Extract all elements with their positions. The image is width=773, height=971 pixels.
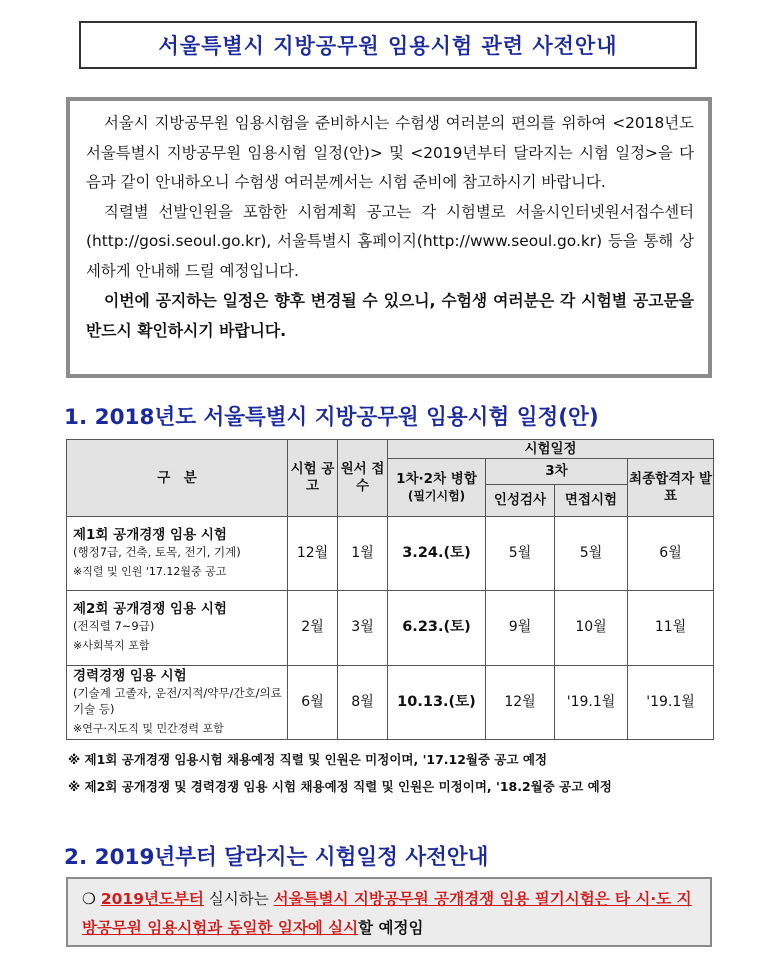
table-row — [67, 665, 714, 739]
header-personality: 인성검사 — [486, 485, 555, 517]
header-third: 3차 — [486, 459, 628, 485]
header-announce: 시험 공고 — [288, 440, 338, 517]
intro-paragraph-2: 직렬별 선발인원을 포함한 시험계획 공고는 각 시험별로 서울시인터넷원서접수센터(http://gosi.seoul.go.kr), 서울특별시 홈페이지(http://www.seoul.go.kr) 등을 통해 상세하게 안내해 드릴 예정입니다. — [86, 202, 694, 280]
cell-announce: 12월 — [288, 517, 338, 591]
section2-heading: 2. 2019년부터 달라지는 시험일정 사전안내 — [64, 845, 489, 870]
table-row — [67, 591, 714, 665]
change-notice — [66, 877, 712, 947]
header-combined — [388, 459, 486, 517]
table-note-1: ※ 제1회 공개경쟁 임용시험 채용예정 직렬 및 인원은 미정이며, '17.12월중 공고 예정 — [68, 752, 548, 767]
row-note: ※사회복지 포함 — [73, 639, 150, 653]
row-title: 제2회 공개경쟁 임용 시험 — [73, 601, 227, 618]
header-combined-sub: (필기시험) — [407, 488, 466, 503]
cell-personality: 9월 — [486, 591, 555, 665]
table-row — [67, 517, 714, 591]
bullet-icon: ❍ — [82, 890, 96, 908]
header-apply: 원서 접수 — [338, 440, 388, 517]
row-note: ※연구·지도직 및 민간경력 포함 — [73, 721, 224, 735]
intro-paragraph-3: 이번에 공지하는 일정은 향후 변경될 수 있으니, 수험생 여러분은 각 시험별 공고문을 반드시 확인하시기 바랍니다. — [86, 291, 694, 340]
header-interview: 면접시험 — [555, 485, 628, 517]
row-category — [67, 591, 288, 665]
row-note: ※직렬 및 인원 '17.12월중 공고 — [73, 565, 227, 579]
cell-final: 11월 — [628, 591, 714, 665]
header-schedule: 시험일정 — [388, 440, 714, 459]
intro-paragraph-1: 서울시 지방공무원 임용시험을 준비하시는 수험생 여러분의 편의를 위하여 <2018년도 서울특별시 지방공무원 임용시험 일정(안)> 및 <2019년부터 달라지는 시험 일정>을 다음과 같이 안내하오니 수험생 여러분께서는 시험 준비에 참고하시기 바랍니다. — [86, 114, 694, 191]
notice-tail: 할 예정임 — [358, 919, 424, 937]
cell-written: 6.23.(토) — [388, 591, 486, 665]
cell-apply: 3월 — [338, 591, 388, 665]
cell-final: 6월 — [628, 517, 714, 591]
row-category — [67, 517, 288, 591]
notice-year: 2019년도부터 — [100, 890, 204, 908]
table-note-2: ※ 제2회 공개경쟁 및 경력경쟁 임용 시험 채용예정 직렬 및 인원은 미정이며, '18.2월중 공고 예정 — [68, 779, 612, 794]
page-title: 서울특별시 지방공무원 임용시험 관련 사전안내 — [79, 21, 697, 69]
row-subtitle: (행정7급, 건축, 토목, 전기, 기계) — [73, 545, 241, 560]
cell-written: 10.13.(토) — [388, 665, 486, 739]
header-combined-label: 1차·2차 병합 — [396, 470, 477, 487]
header-category: 구 분 — [67, 440, 288, 517]
cell-interview: '19.1월 — [555, 665, 628, 739]
intro-notice — [66, 97, 712, 378]
row-title: 제1회 공개경쟁 임용 시험 — [73, 527, 227, 544]
section1-heading: 1. 2018년도 서울특별시 지방공무원 임용시험 일정(안) — [64, 405, 599, 430]
cell-announce: 2월 — [288, 591, 338, 665]
cell-personality: 12월 — [486, 665, 555, 739]
row-subtitle: (기술계 고졸자, 운전/지적/약무/간호/의료기술 등) — [73, 685, 282, 716]
cell-personality: 5월 — [486, 517, 555, 591]
row-title: 경력경쟁 임용 시험 — [73, 667, 187, 684]
cell-final: '19.1월 — [628, 665, 714, 739]
schedule-table — [66, 439, 714, 740]
notice-verb: 실시하는 — [203, 890, 274, 908]
cell-written: 3.24.(토) — [388, 517, 486, 591]
cell-interview: 5월 — [555, 517, 628, 591]
cell-announce: 6월 — [288, 665, 338, 739]
cell-interview: 10월 — [555, 591, 628, 665]
row-category — [67, 665, 288, 739]
header-final: 최종합격자 발표 — [628, 459, 714, 517]
notice-highlight: 서울특별시 지방공무원 공개경쟁 임용 필기시험은 타 시·도 지방공무원 임용시험과 동일한 일자에 실시 — [82, 890, 692, 937]
cell-apply: 1월 — [338, 517, 388, 591]
cell-apply: 8월 — [338, 665, 388, 739]
row-subtitle: (전직렬 7~9급) — [73, 619, 155, 634]
